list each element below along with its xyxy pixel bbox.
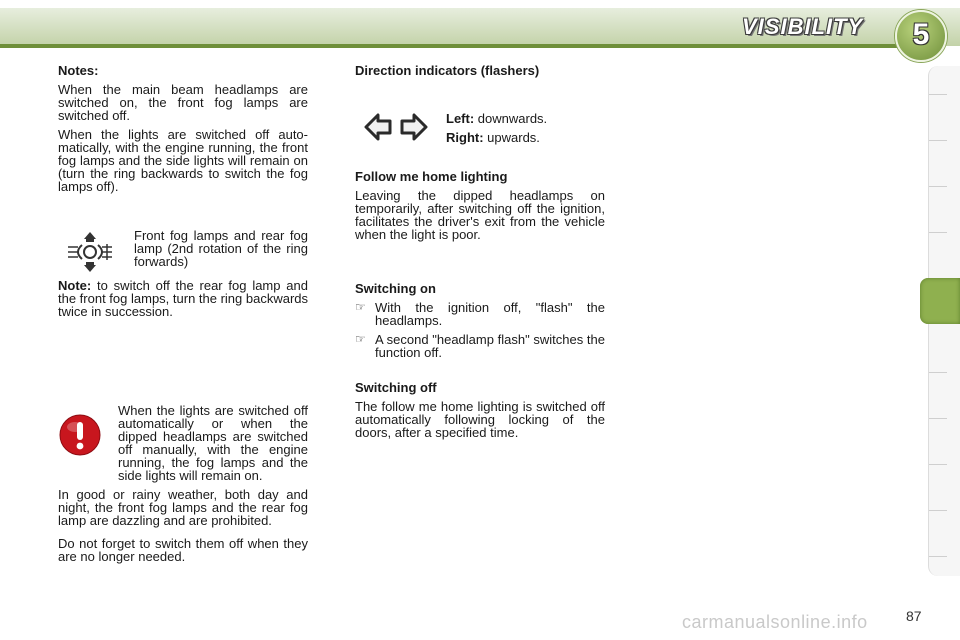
follow-text: Leaving the dipped headlamps on temporarily, after switching off the ignition, facilitates the driver's exit from the vehicle when the light is poor. xyxy=(355,188,605,242)
tab-divider xyxy=(929,186,947,187)
indicators-heading-block xyxy=(355,64,605,83)
follow-me-home-block xyxy=(355,170,605,247)
header-banner xyxy=(0,0,960,52)
left-label: Left: xyxy=(446,111,475,126)
switching-on-item-2: A second "headlamp flash" switches the function off. xyxy=(375,332,605,360)
watermark: carmanualsonline.info xyxy=(682,612,868,632)
right-label: Right: xyxy=(446,130,484,145)
chapter-badge xyxy=(895,10,947,62)
turn-left-arrow-icon xyxy=(366,115,390,139)
tab-divider xyxy=(929,94,947,95)
tab-divider xyxy=(929,232,947,233)
turn-indicator-arrows xyxy=(364,112,428,142)
pointer-hand-icon: ☞ xyxy=(355,300,366,314)
turn-right-arrow-icon xyxy=(402,115,426,139)
fog-lamp-icon xyxy=(64,230,116,274)
list-item xyxy=(355,301,605,327)
tab-divider xyxy=(929,510,947,511)
fog-lamp-description xyxy=(134,229,308,274)
warning-text: When the lights are switched off automatically or when the dipped headlamps are switched off manually, with the engine running, the fog lamps and the side lights will remain on. xyxy=(118,403,308,483)
tab-chapter-5[interactable] xyxy=(920,278,960,324)
tab-divider xyxy=(929,372,947,373)
tab-divider xyxy=(929,418,947,419)
warning-block xyxy=(58,404,308,569)
switching-on-block xyxy=(355,282,605,365)
switching-off-text: The follow me home lighting is switched off automatically following locking of the doors, after a specified time. xyxy=(355,399,605,440)
indicator-directions xyxy=(446,112,606,150)
notes-paragraph-2: When the lights are switched off auto-matically, with the engine running, the front fog lamps and the side lights will remain on (turn the ring backwards to switch the fog lamps off). xyxy=(58,127,308,194)
note-block xyxy=(58,279,308,324)
chapter-number: 5 xyxy=(912,18,930,51)
switching-on-heading: Switching on xyxy=(355,281,436,296)
page-number: 87 xyxy=(906,608,922,624)
notes-heading: Notes: xyxy=(58,63,99,78)
fog-lamp-text: Front fog lamps and rear fog lamp (2nd rotation of the ring forwards) xyxy=(134,228,308,269)
pointer-hand-icon: ☞ xyxy=(355,332,366,346)
tab-divider xyxy=(929,556,947,557)
indicators-heading: Direction indicators (flashers) xyxy=(355,63,540,78)
note-text: to switch off the rear fog lamp and the front fog lamps, turn the ring backwards twice in succession. xyxy=(58,278,309,319)
switching-off-block xyxy=(355,381,605,445)
tab-divider xyxy=(929,464,947,465)
forget-text: Do not forget to switch them off when they are no longer needed. xyxy=(58,536,308,564)
switching-on-item-1: With the ignition off, "flash" the headlamps. xyxy=(375,300,605,328)
section-title: VISIBILITY xyxy=(742,14,864,39)
notes-block xyxy=(58,64,308,199)
right-value: upwards. xyxy=(487,130,540,145)
banner-line xyxy=(0,44,900,48)
tab-divider xyxy=(929,140,947,141)
switching-off-heading: Switching off xyxy=(355,380,437,395)
left-value: downwards. xyxy=(477,111,548,126)
weather-text: In good or rainy weather, both day and night, the front fog lamps and the rear fog lamp are dazzling and are prohibited. xyxy=(58,487,308,528)
follow-heading: Follow me home lighting xyxy=(355,169,508,184)
notes-paragraph-1: When the main beam headlamps are switched on, the front fog lamps are switched off. xyxy=(58,82,308,123)
list-item xyxy=(355,333,605,359)
note-label: Note: xyxy=(58,278,92,293)
